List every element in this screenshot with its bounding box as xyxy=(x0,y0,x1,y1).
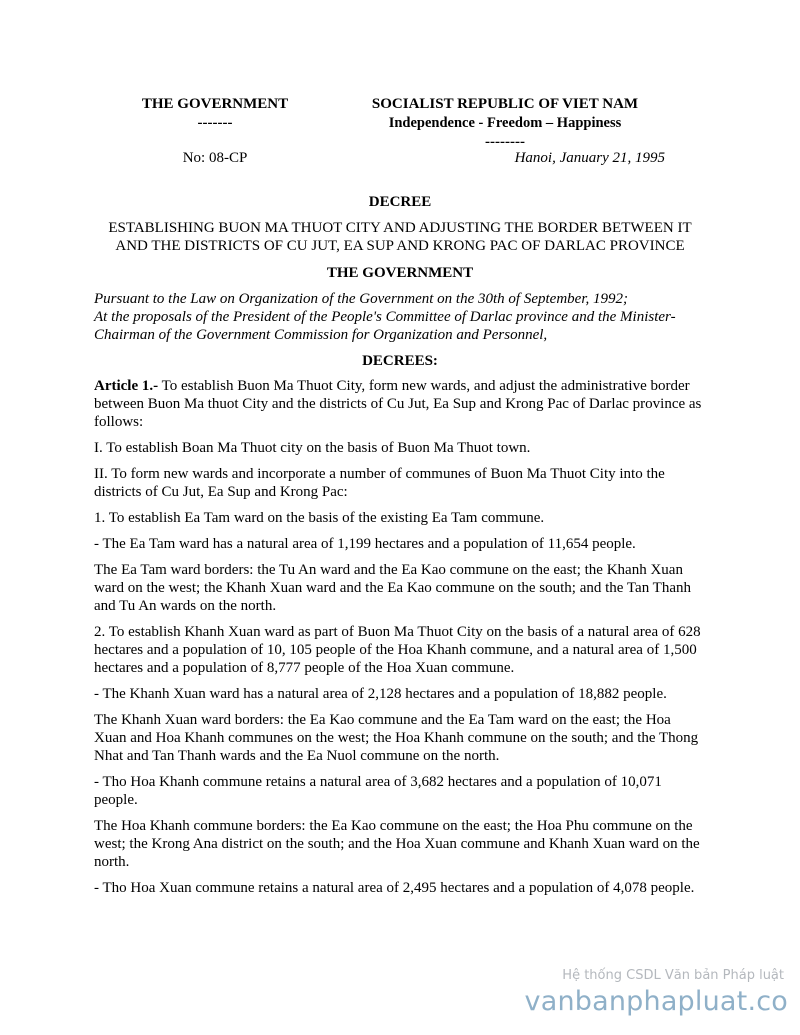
paragraph: 2. To establish Khanh Xuan ward as part of Buon Ma Thuot City on the basis of a natural area of 628 hectares and a population of 10, 105 people of the Hoa Khanh commune, and a natural area of 1,500 hectares and a population of 8,777 people of the Hoa Xuan commune. xyxy=(94,624,701,676)
paragraph: - The Khanh Xuan ward has a natural area of 2,128 hectares and a population of 18,882 people. xyxy=(94,686,667,702)
article-1 xyxy=(94,377,706,431)
watermark-tagline: Hệ thống CSDL Văn bản Pháp luật xyxy=(562,968,784,983)
preamble xyxy=(94,290,706,344)
article-1-label: Article 1.- xyxy=(94,378,159,394)
document-body xyxy=(94,193,706,905)
paragraph: The Ea Tam ward borders: the Tu An ward and the Ea Kao commune on the east; the Khanh Xuan ward on the west; the Khanh Xuan ward and the Ea Kao commune on the south; and the Tan Thanh and Tu An wards on the north. xyxy=(94,562,691,614)
paragraph: - Tho Hoa Xuan commune retains a natural area of 2,495 hectares and a population of 4,078 people. xyxy=(94,880,695,896)
watermark-domain: vanbanphapluat.co xyxy=(524,986,788,1017)
preamble-line: At the proposals of the President of the People's Committee of Darlac province and the Minister-Chairman of the Government Commission for Organization and Personnel, xyxy=(94,309,676,343)
paragraph: - Tho Hoa Khanh commune retains a natural area of 3,682 hectares and a population of 10,071 people. xyxy=(94,774,662,808)
decrees-heading: DECREES: xyxy=(362,353,438,369)
document-number: No: 08-CP xyxy=(182,150,248,166)
national-header xyxy=(340,95,670,152)
preamble-line: Pursuant to the Law on Organization of the Government on the 30th of September, 1992; xyxy=(94,291,628,307)
motto-rule: -------- xyxy=(485,134,525,150)
country-name: SOCIALIST REPUBLIC OF VIET NAM xyxy=(371,96,639,112)
paragraph: II. To form new wards and incorporate a number of communes of Buon Ma Thuot City into the districts of Cu Jut, Ea Sup and Krong Pac: xyxy=(94,466,665,500)
document-date: Hanoi, January 21, 1995 xyxy=(514,150,665,166)
paragraph: - The Ea Tam ward has a natural area of 1,199 hectares and a population of 11,654 people. xyxy=(94,536,636,552)
site-watermark xyxy=(525,967,788,1019)
national-motto: Independence - Freedom – Happiness xyxy=(388,115,622,131)
paragraph: 1. To establish Ea Tam ward on the basis of the existing Ea Tam commune. xyxy=(94,510,545,526)
paragraph: The Hoa Khanh commune borders: the Ea Kao commune on the east; the Hoa Phu commune on the west; the Krong Ana district on the south; and the Hoa Xuan commune and Khanh Xuan ward on the north. xyxy=(94,818,700,870)
issuer-name: THE GOVERNMENT xyxy=(141,96,289,112)
issuing-body: THE GOVERNMENT xyxy=(326,265,474,281)
document-type: DECREE xyxy=(368,194,432,210)
document-title: ESTABLISHING BUON MA THUOT CITY AND ADJUSTING THE BORDER BETWEEN IT AND THE DISTRICTS OF CU JUT, EA SUP AND KRONG PAC OF DARLAC PROVINCE xyxy=(108,220,692,254)
issuer-rule: ------- xyxy=(197,115,233,131)
paragraph: I. To establish Boan Ma Thuot city on the basis of Buon Ma Thuot town. xyxy=(94,440,531,456)
paragraph: The Khanh Xuan ward borders: the Ea Kao commune and the Ea Tam ward on the east; the Hoa Xuan and Hoa Khanh communes on the west; the Hoa Khanh commune on the south; and the Thong Nhat and Tan Thanh wards and the Ea Nuol commune on the north. xyxy=(94,712,699,764)
issuer-header xyxy=(110,95,320,133)
article-1-text: To establish Buon Ma Thuot City, form new wards, and adjust the administrative border between Buon Ma thuot City and the districts of Cu Jut, Ea Sup and Krong Pac of Darlac province as follows: xyxy=(94,378,702,430)
